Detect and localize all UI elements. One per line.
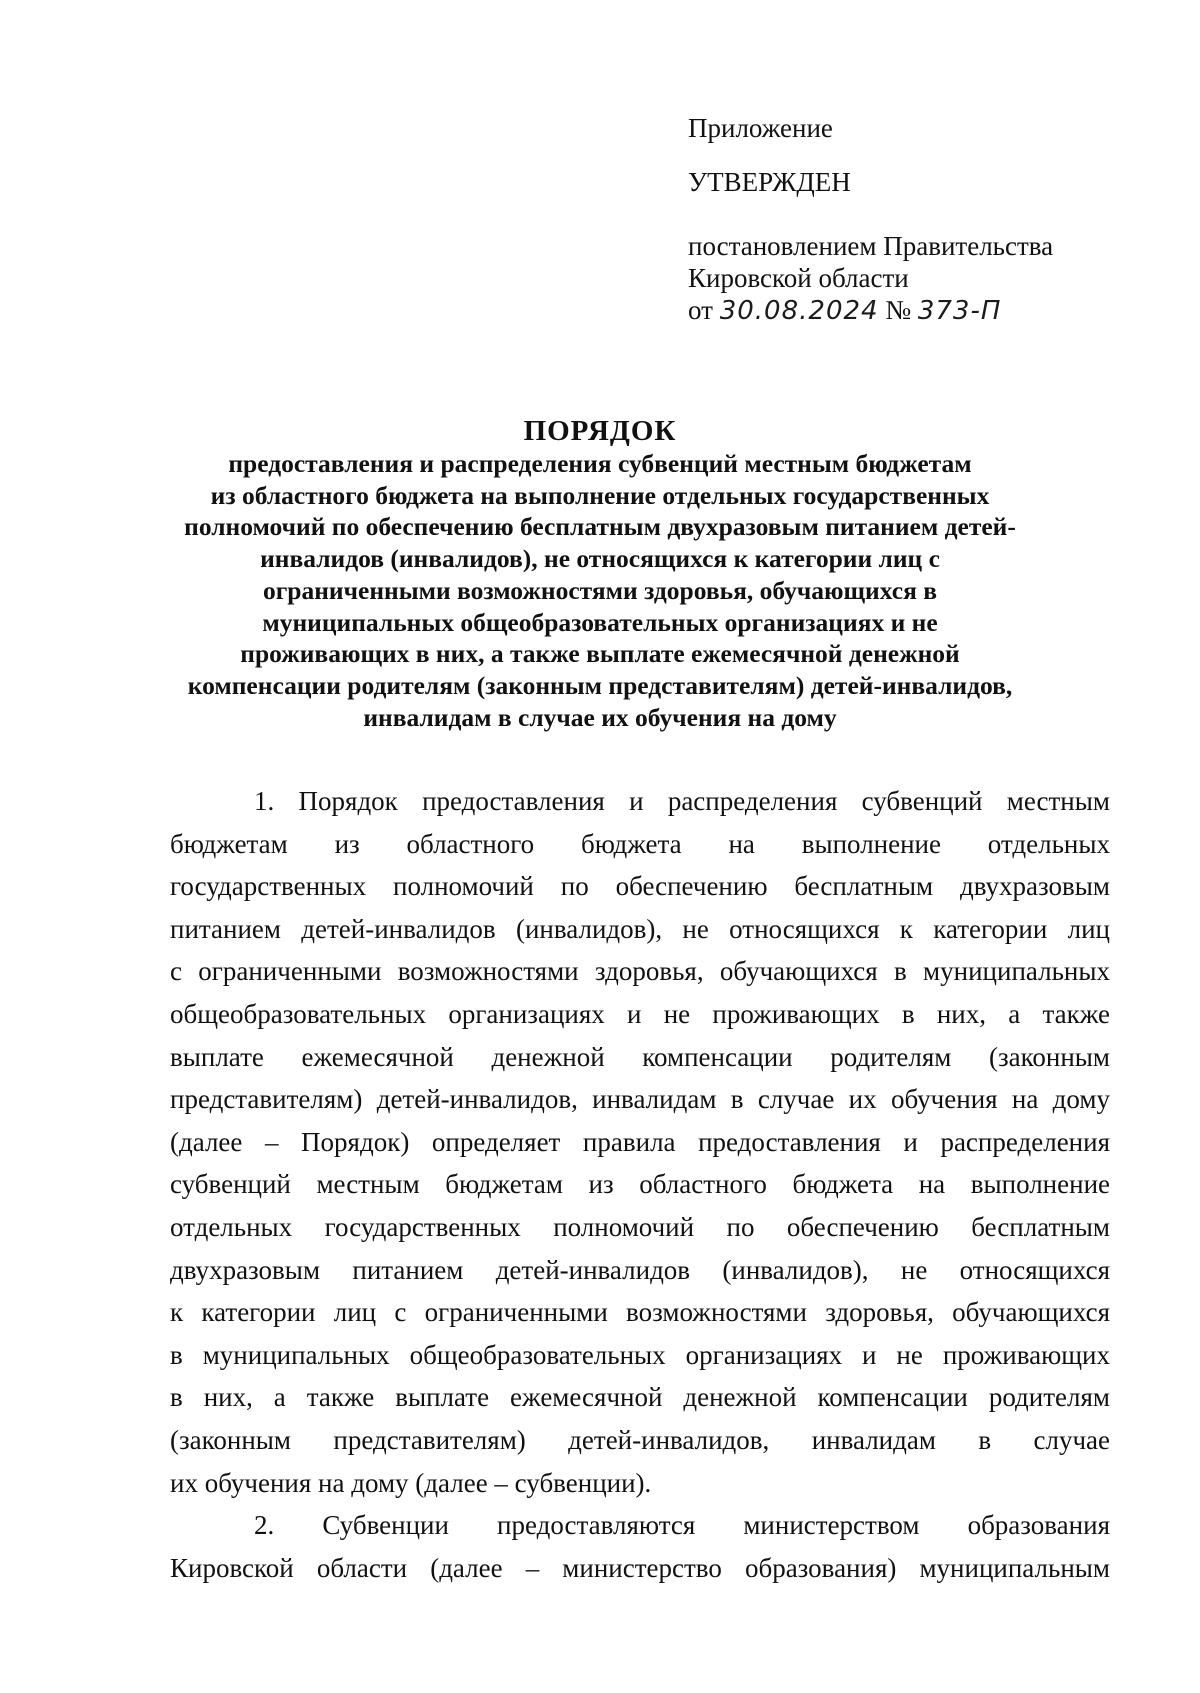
title-line: ограниченными возможностями здоровья, обучающихся в <box>262 575 938 605</box>
title-line: муниципальных общеобразовательных организациях и не <box>262 607 938 637</box>
paragraph-1-line: субвенций местным бюджетам из областного бюджета на выполнение <box>170 1169 1110 1200</box>
paragraph-1-line: 1. Порядок предоставления и распределения субвенций местным <box>254 786 1110 816</box>
title-line: инвалидам в случае их обучения на дому <box>363 702 837 732</box>
body-text <box>170 780 1110 1589</box>
paragraph-2-line: Кировской области (далее – министерство образования) муниципальным <box>170 1552 1110 1583</box>
paragraph-1-line: с ограниченными возможностями здоровья, обучающихся в муниципальных <box>170 956 1110 987</box>
title-line: предоставления и распределения субвенций местным бюджетам <box>228 449 972 478</box>
paragraph-1-line: представителям) детей-инвалидов, инвалидам в случае их обучения на дому <box>170 1084 1110 1115</box>
paragraph-1-line: к категории лиц с ограниченными возможностями здоровья, обучающихся <box>170 1297 1110 1328</box>
paragraph-1-line: отдельных государственных полномочий по обеспечению бесплатным <box>170 1211 1110 1242</box>
paragraph-1-line: (законным представителям) детей-инвалидов, инвалидам в случае <box>170 1424 1110 1455</box>
title-line: инвалидов (инвалидов), не относящихся к категории лиц с <box>260 544 940 574</box>
approval-block <box>688 112 1128 327</box>
paragraph-1-line: государственных полномочий по обеспечению бесплатным двухразовым <box>170 871 1110 902</box>
approved-by-line-2: Кировской области <box>688 263 909 293</box>
title-line: проживающих в них, а также выплате ежемесячной денежной <box>240 639 960 669</box>
title-line: из областного бюджета на выполнение отдельных государственных <box>210 480 990 510</box>
paragraph-1-line: бюджетам из областного бюджета на выполнение отдельных <box>170 828 1110 859</box>
paragraph-1-line: общеобразовательных организациях и не проживающих в них, а также <box>170 998 1110 1029</box>
number-prefix: № <box>885 295 912 325</box>
paragraph-1-line: двухразовым питанием детей-инвалидов (инвалидов), не относящихся <box>170 1254 1110 1285</box>
document-title <box>150 414 1050 733</box>
paragraph-1-line: в муниципальных общеобразовательных организациях и не проживающих <box>170 1339 1110 1370</box>
handwritten-date: 30.08.2024 <box>719 296 879 326</box>
handwritten-number: 373-П <box>917 296 1002 326</box>
title-heading: ПОРЯДОК <box>523 415 677 447</box>
approved-label: УТВЕРЖДЕН <box>688 167 851 197</box>
paragraph-2-line: 2. Субвенции предоставляются министерством образования <box>254 1510 1110 1541</box>
title-line: компенсации родителям (законным представителям) детей-инвалидов, <box>187 670 1013 700</box>
paragraph-1-line: в них, а также выплате ежемесячной денежной компенсации родителям <box>170 1382 1110 1413</box>
date-prefix: от <box>688 295 713 325</box>
approved-by-line-1: постановлением Правительства <box>688 231 1054 261</box>
paragraph-1-line: (далее – Порядок) определяет правила предоставления и распределения <box>170 1126 1110 1157</box>
paragraph-1-line: их обучения на дому (далее – субвенции). <box>170 1467 652 1498</box>
appendix-label: Приложение <box>688 113 833 143</box>
paragraph-1-line: питанием детей-инвалидов (инвалидов), не относящихся к категории лиц <box>170 913 1110 944</box>
approval-date-number <box>688 294 1128 327</box>
paragraph-1-line: выплате ежемесячной денежной компенсации родителям (законным <box>170 1041 1110 1072</box>
title-line: полномочий по обеспечению бесплатным двухразовым питанием детей- <box>184 512 1016 542</box>
